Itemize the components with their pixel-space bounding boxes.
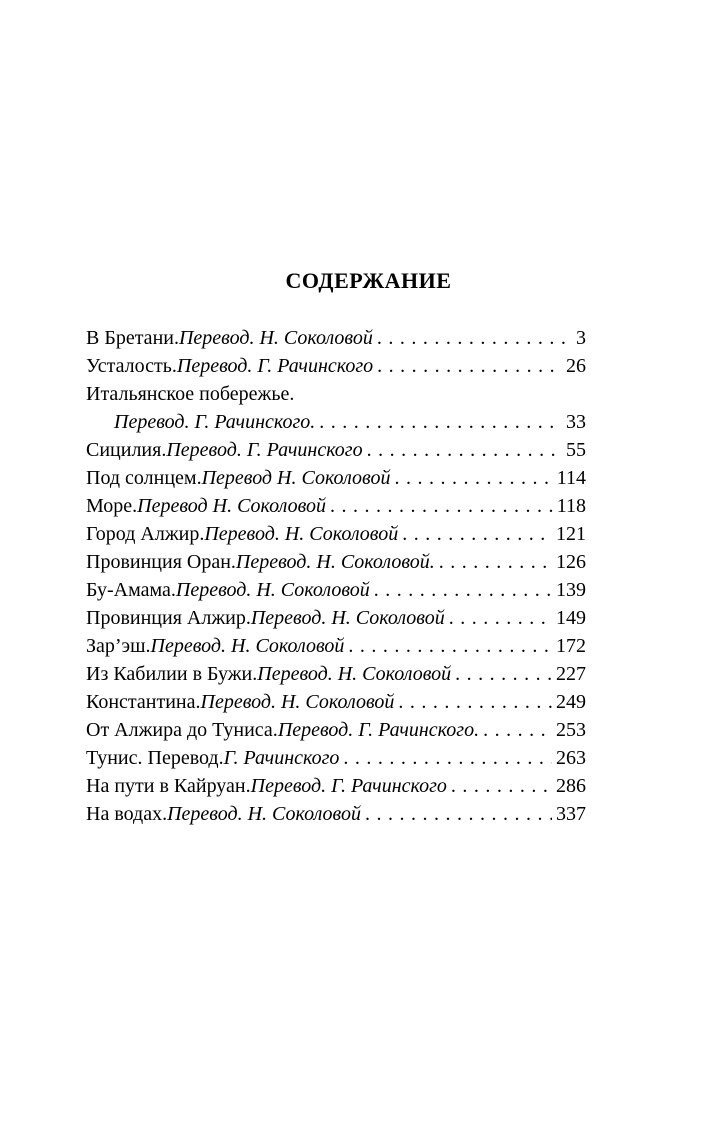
toc-entry: [86, 352, 586, 380]
toc-entry-page: 33: [566, 411, 586, 433]
toc-entry-page: 263: [556, 747, 586, 769]
toc-entry-title: Море.: [86, 495, 138, 517]
toc-entry-title: Бу-Амама.: [86, 579, 176, 601]
toc-entry-page: 149: [556, 607, 586, 629]
toc-entry-title: Итальянское побережье.: [86, 383, 295, 405]
toc-entry-page: 172: [556, 635, 586, 657]
toc-entry-page: 26: [566, 355, 586, 377]
dot-leader: [455, 660, 552, 688]
toc-entry-page: 286: [556, 775, 586, 797]
toc-entry-title: Из Кабилии в Бужи.: [86, 663, 258, 685]
toc-entry-translator: Перевод Н. Соколовой: [137, 495, 327, 517]
toc-entry-title: Зар’эш.: [86, 635, 151, 657]
page-title: СОДЕРЖАНИЕ: [285, 268, 452, 293]
toc-entry-page: 249: [556, 691, 586, 713]
toc-entry-translator: Перевод. Н. Соколовой: [150, 635, 345, 657]
toc-entry-page: 253: [556, 719, 586, 741]
toc-entry-page: 227: [556, 663, 586, 685]
toc-entry-title: В Бретани.: [86, 327, 179, 349]
dot-leader: [330, 492, 553, 520]
toc-entry: [86, 716, 586, 744]
toc-entry: [86, 688, 586, 716]
toc-entry-translator: Перевод. Н. Соколовой: [200, 691, 395, 713]
toc-entry-page: 3: [576, 327, 586, 349]
toc-entry: [86, 492, 586, 520]
toc-entry: [86, 772, 586, 800]
toc-entry-title: Под солнцем.: [86, 467, 202, 489]
toc-entry: [86, 800, 586, 828]
toc-entry-translator: Перевод. Г. Рачинского.: [114, 411, 316, 433]
toc-entry: [86, 744, 586, 772]
toc-entry-page: 126: [556, 551, 586, 573]
dot-leader: [449, 604, 552, 632]
toc-entry: [86, 436, 586, 464]
dot-leader: [365, 800, 552, 828]
toc-entry-translator: Перевод. Н. Соколовой: [167, 803, 361, 825]
toc-entry-translator: Перевод. Н. Соколовой: [178, 327, 373, 349]
toc-entry: [86, 576, 586, 604]
toc-entry: [86, 464, 586, 492]
dot-leader: [343, 744, 552, 772]
dot-leader: [394, 464, 552, 492]
toc-entry-translator: Перевод. Н. Соколовой: [257, 663, 452, 685]
dot-leader: [483, 716, 552, 744]
dot-leader: [377, 352, 562, 380]
table-of-contents: [86, 324, 586, 828]
dot-leader: [319, 408, 562, 436]
toc-entry: [86, 660, 586, 688]
toc-entry-page: 121: [556, 523, 586, 545]
toc-entry-translator: Перевод Н. Соколовой: [201, 467, 391, 489]
toc-entry: [86, 520, 586, 548]
toc-entry-translator: Перевод. Н. Соколовой: [250, 607, 445, 629]
dot-leader: [398, 688, 552, 716]
toc-entry: [86, 380, 586, 408]
toc-entry-translator: Перевод. Г. Рачинского: [250, 775, 447, 797]
toc-entry-title: Город Алжир.: [86, 523, 205, 545]
toc-entry-translator: Перевод. Г. Рачинского: [176, 355, 374, 377]
toc-entry: [86, 632, 586, 660]
toc-entry-title: Тунис. Перевод.: [86, 747, 224, 769]
toc-entry-translator: Перевод. Г. Рачинского: [166, 439, 363, 461]
toc-entry-page: 55: [566, 439, 586, 461]
toc-entry: [86, 604, 586, 632]
toc-entry-page: 337: [556, 803, 586, 825]
toc-entry-title: На пути в Кайруан.: [86, 775, 251, 797]
toc-entry-translator: Перевод. Н. Соколовой.: [235, 551, 435, 573]
toc-entry-translator: Г. Рачинского: [223, 747, 340, 769]
toc-entry-continuation: [86, 408, 586, 436]
toc-entry-translator: Перевод. Н. Соколовой: [204, 523, 399, 545]
toc-entry-title: Усталость.: [86, 355, 177, 377]
dot-leader: [439, 548, 552, 576]
toc-entry-title: Сицилия.: [86, 439, 167, 461]
dot-leader: [348, 632, 552, 660]
toc-entry-page: 139: [556, 579, 586, 601]
toc-entry-page: 114: [556, 467, 586, 489]
toc-entry-translator: Перевод. Г. Рачинского.: [277, 719, 480, 741]
toc-entry-page: 118: [556, 495, 586, 517]
toc-entry-title: Провинция Алжир.: [86, 607, 251, 629]
toc-entry: [86, 548, 586, 576]
toc-entry-title: Провинция Оран.: [86, 551, 236, 573]
toc-entry-title: Константина.: [86, 691, 201, 713]
dot-leader: [374, 576, 552, 604]
toc-entry-title: От Алжира до Туниса.: [86, 719, 278, 741]
dot-leader: [402, 520, 552, 548]
dot-leader: [451, 772, 552, 800]
toc-entry-title: На водах.: [86, 803, 168, 825]
toc-entry-translator: Перевод. Н. Соколовой: [175, 579, 370, 601]
dot-leader: [377, 324, 572, 352]
toc-entry: [86, 324, 586, 352]
dot-leader: [367, 436, 562, 464]
